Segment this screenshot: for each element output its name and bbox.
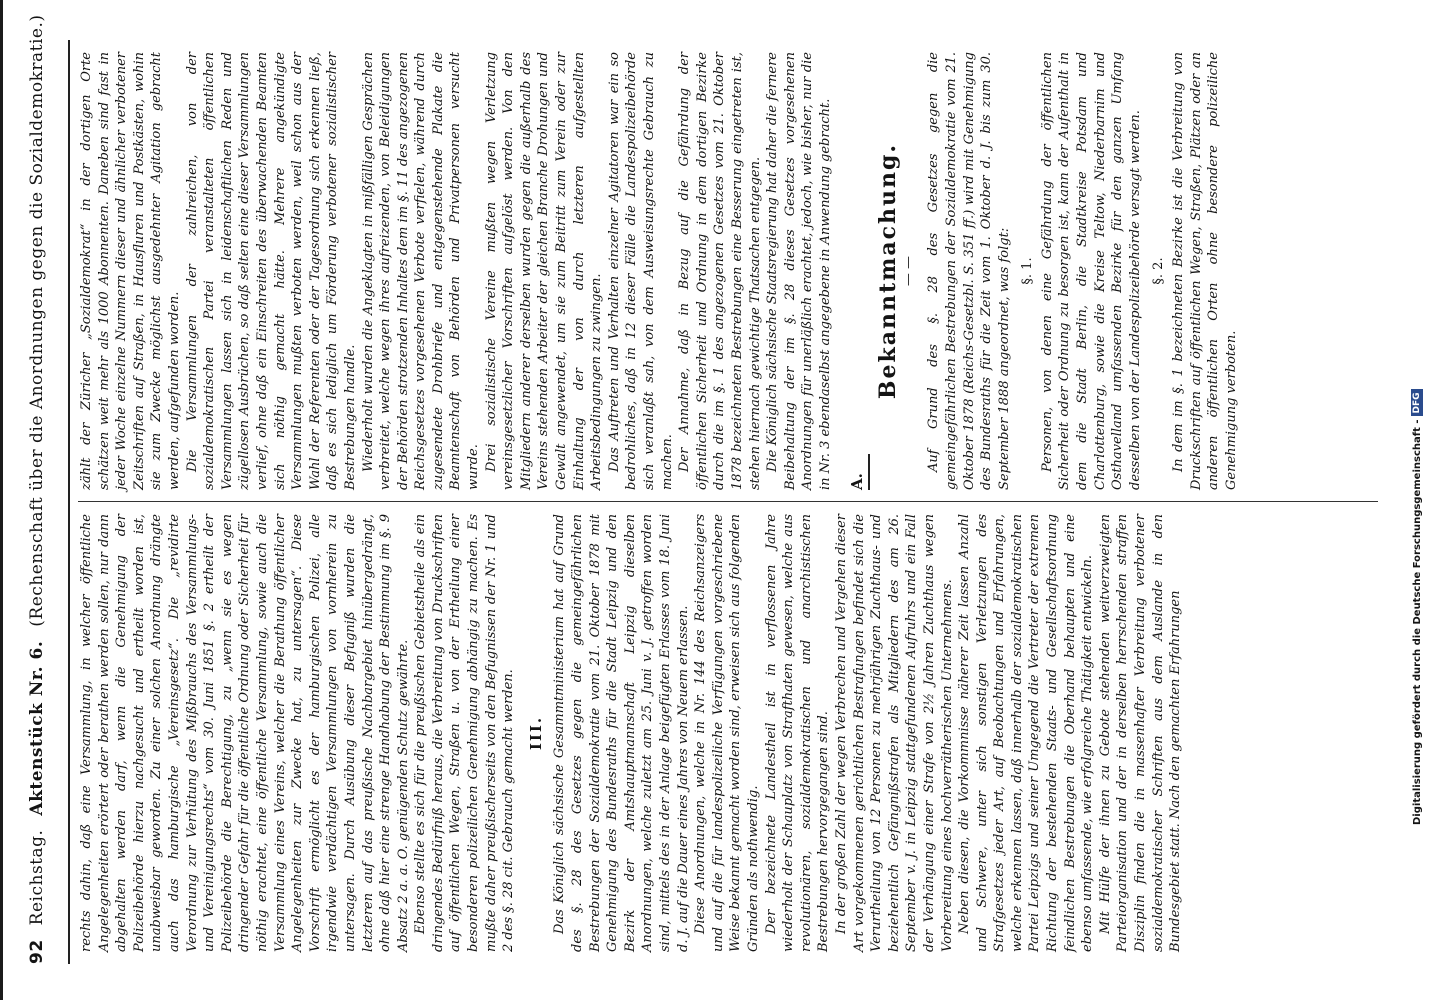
paragraph: zählt der Züricher „Sozialdemokrat“ in der dortigen Orte schätzen weit mehr als 1000 Abonnenten. Daneben sind fast in jeder Woche einzelne Nummern dieser und ähnlicher verbotener Zeitschriften auf Straßen, in Hausfluren und Postkästen, wohin sie zum Zwecke möglichst ausgedehnter Agitation gebracht werden, aufgefunden worden. bbox=[79, 52, 182, 490]
paragraph: Diese Anordnungen, welche in Nr. 144 des Reichsanzeigers und auf die für landespolizeiliche Verfügungen vorgeschriebene Weise bekannt gemacht worden sind, erweisen sich aus folgenden Gründen als nothwendig. bbox=[693, 514, 761, 952]
paragraph: Das Königlich sächsische Gesammtministerium hat auf Grund des §. 28 des Gesetzes gegen die gemeingefährlichen Bestrebungen der Sozialdemokratie vom 21. Oktober 1878 mit Genehmigung des Bundesraths für die Stadt Leipzig und den Bezirk der Amtshauptmannschaft Leipzig dieselben Anordnungen, welche zuletzt am 25. Juni v. J. getroffen worden sind, mittels des in der Anlage beigefügten Erlasses vom 18. Juni d. J. auf die Dauer eines Jahres von Neuem erlassen. bbox=[552, 514, 691, 952]
paragraph-label-1: §. 1. bbox=[1020, 257, 1036, 285]
paragraph: Drei sozialistische Vereine mußten wegen Verletzung vereinsgesetzlicher Vorschriften aufgelöst werden. Von den Mitgliedern anderer derselben wurden gegen die außerhalb des Vereins stehenden Arbeiter der gleichen Branche Drohungen und Gewalt angewendet, um sie zum Beitritt zum Verein oder zur Einhaltung der von durch letzteren aufgestellten Arbeitsbedingungen zu zwingen. bbox=[483, 52, 605, 490]
digitization-footer bbox=[1406, 0, 1428, 1000]
footer-text-row bbox=[1407, 0, 1427, 1000]
section-heading-letter: A. bbox=[847, 473, 866, 490]
announcement-intro: Auf Grund des §. 28 des Gesetzes gegen die gemeingefährlichen Bestrebungen der Sozialdemokratie vom 21. Oktober 1878 (Reichs-Gesetzbl. S. 351 ff.) wird mit Genehmigung des Bundesraths für die Zeit vom 1. Oktober d. J. bis zum 30. September 1888 angeordnet, was folgt: bbox=[926, 52, 1012, 490]
paragraph: Die Versammlungen der zahlreichen, von der sozialdemokratischen Partei veranstalteten öffentlichen Versammlungen lassen sich in leidenschaftlichen Reden und zügellosen Ausbrüchen, so daß selten eine dieser Versammlungen verlief, ohne daß ein Einschreiten des überwachenden Beamten sich nöthig gemacht hätte. Mehrere angekündigte Versammlungen mußten verboten werden, weil schon aus der Wahl der Referenten oder der Tagesordnung sich erkennen ließ, daß es sich lediglich um Förderung verbotener sozialistischer Bestrebungen handle. bbox=[184, 52, 358, 490]
paragraph: Ebenso stellte es sich für die preußischen Gebietstheile als ein dringendes Bedürfniß heraus, die Verbreitung von Druckschriften auf öffentlichen Wegen, Straßen u. von der Ertheilung einer besonderen polizeilichen Genehmigung abhängig zu machen. Es mußte daher preußischerseits von den Befugnissen der Nr. 1 und 2 des §. 28 cit. Gebrauch gemacht werden. bbox=[413, 514, 517, 952]
left-column bbox=[78, 502, 1378, 964]
section-heading-roman: III. bbox=[526, 715, 545, 751]
page-number: 92 bbox=[27, 939, 47, 964]
two-column-body bbox=[70, 40, 1378, 964]
chamber-label: Reichstag. bbox=[27, 829, 47, 926]
announcement-dash: — — bbox=[900, 255, 916, 287]
digitization-note: Digitalisierung gefördert durch die Deutsche Forschungsgemeinschaft - bbox=[1411, 419, 1423, 825]
paragraph: Neben diesen, die Vorkommnisse näherer Zeit lassen Anzahl und Schwere, unter sich sonstigen Verletzungen des Strafgesetzes jeder Art, auf Beobachtungen und Erfahrungen, welche erkennen lassen, daß innerhalb der sozialdemokratischen Partei Leipzigs und seiner Umgegend die Vertreter der extremen Richtung der bestehenden Staats- und Gesellschaftsordnung feindlichen Bestrebungen die Oberhand behaupten und eine ebenso umfassende, wie erfolgreiche Thätigkeit entwickeln. bbox=[957, 514, 1096, 952]
document-title: (Rechenschaft über die Anordnungen gegen die Sozialdemokratie.) bbox=[27, 14, 47, 627]
paragraph: Das Auftreten und Verhalten einzelner Agitatoren war ein so bedrohliches, daß in 12 dieser Fälle die Landespolizeibehörde sich veranlaßt sah, von dem Ausweisungsrechte Gebrauch zu machen. bbox=[606, 52, 675, 490]
paragraph-1-text: Personen, von denen eine Gefährdung der öffentlichen Sicherheit oder Ordnung zu besorgen ist, kann der Aufenthalt in dem die Stadt Berlin, die Stadtkreise Potsdam und Charlottenburg, sowie die Kreise Teltow, Niederbarnim und Osthavelland umfassenden Bezirke für den ganzen Umfang desselben von der Landespolizeibehörde versagt werden. bbox=[1039, 52, 1143, 490]
announcement-title: Bekanntmachung. bbox=[875, 142, 902, 400]
document-label: Aktenstück Nr. 6. bbox=[27, 640, 47, 816]
section-underline bbox=[868, 454, 870, 490]
paragraph: Mit Hülfe der ihnen zu Gebote stehenden weitverzweigten Parteiorganisation und der in derselben herrschenden straffen Disziplin finden die in massenhafter Verbreitung verbotener sozialdemokratischer Schriften aus dem Auslande in den Bundesgebiet statt. Nach den gemachten Erfahrungen bbox=[1097, 514, 1184, 952]
paragraph: Die Königlich sächsische Staatsregierung hat daher die fernere Beibehaltung der im §. 28 dieses Gesetzes vorgesehenen Anordnungen für unerläßlich erachtet, jedoch, wie bisher, nur die in Nr. 3 ebendaselbst angegebene in Anwendung gebracht. bbox=[765, 52, 833, 490]
paragraph-label-2: §. 2. bbox=[1151, 257, 1167, 285]
page-binding-edge bbox=[0, 0, 12, 1000]
paragraph: Der Annahme, daß in Bezug auf die Gefährdung der öffentlichen Sicherheit und Ordnung in dem dortigen Bezirke durch die im §. 1 des angezogenen Gesetzes vom 21. Oktober 1878 bezeichneten Bestrebungen eine Besserung eingetreten ist, stehen hiernach gewichtige Thatsachen entgegen. bbox=[677, 52, 763, 490]
right-column bbox=[78, 40, 1378, 502]
page-header bbox=[25, 14, 70, 964]
paragraph: Der bezeichnete Landestheil ist in verflossenen Jahre wiederholt der Schauplatz von Strafthaten gewesen, welche aus revolutionären, sozialdemokratischen und anarchistischen Bestrebungen hervorgegangen sind. bbox=[763, 514, 832, 952]
column-divider bbox=[78, 501, 1378, 502]
paragraph: In der großen Zahl der wegen Verbrechen und Vergehen dieser Art vorgekommenen gerichtlichen Bestrafungen befindet sich die Verurtheilung von 12 Personen zu mehrjährigen Zuchthaus- und beziehentlich Gefängnißstrafen als Mitgliedern des am 26. September v. J. in Leipzig stattgefundenen Aufruhrs und ein Fall der Verhängung einer Strafe von 2½ Jahren Zuchthaus wegen Vorbereitung eines hochverrätherischen Unternehmens. bbox=[833, 514, 955, 952]
paragraph-2-text: In dem im §. 1 bezeichneten Bezirke ist die Verbreitung von Druckschriften auf öffentlichen Wegen, Straßen, Plätzen oder an anderen öffentlichen Orten ohne besondere polizeiliche Genehmigung verboten. bbox=[1171, 52, 1239, 490]
paragraph: rechts dahin, daß eine Versammlung, in welcher öffentliche Angelegenheiten erörtert oder berathen werden sollen, nur dann abgehalten werden darf, wenn die Genehmigung der Polizeibehörde hierzu nachgesucht und ertheilt worden ist, unabweisbar geworden. Zu einer solchen Anordnung drängte auch das hamburgische „Vereinsgesetz“. Die „revidirte Verordnung zur Verhütung des Mißbrauchs des Versammlungs- und Vereinigungsrechts“ vom 30. Juni 1851 §. 2 ertheilt der Polizeibehörde die Berechtigung, zu „wenn sie es wegen dringender Gefahr für die öffentliche Ordnung oder Sicherheit für nöthig erachtet, eine öffentliche Versammlung, sowie auch die Versammlung eines Vereins, welcher die Berathung öffentlicher Angelegenheiten zur Zwecke hat, zu untersagen“. Diese Vorschrift ermöglicht es der hamburgischen Polizei, alle irgendwie verdächtigen Versammlungen von vornherein zu untersagen. Durch Ausübung dieser Befugniß wurden die letzteren auf das preußische Nachbargebiet hinübergedrängt, ohne daß hier eine strenge Handhabung der Bestimmung im §. 9 Absatz 2 a. a. O. genügenden Schutz gewährte. bbox=[79, 514, 411, 952]
dfg-logo: DFG bbox=[1411, 389, 1423, 416]
rotated-page bbox=[25, 0, 1405, 1000]
paragraph: Wiederholt wurden die Angeklagten in mißfälligen Gesprächen verbreitet, welche wegen ihres aufreizenden, von Beleidigungen der Behörden strotzenden Inhaltes dem im §. 11 des angezogenen Reichsgesetzes vorgesehenen Verbote verfielen, während durch zugesendete Drohbriefe und entgegenstehende Plakate die Beamtenschaft von Behörden und Privatpersonen versucht wurde. bbox=[360, 52, 482, 490]
